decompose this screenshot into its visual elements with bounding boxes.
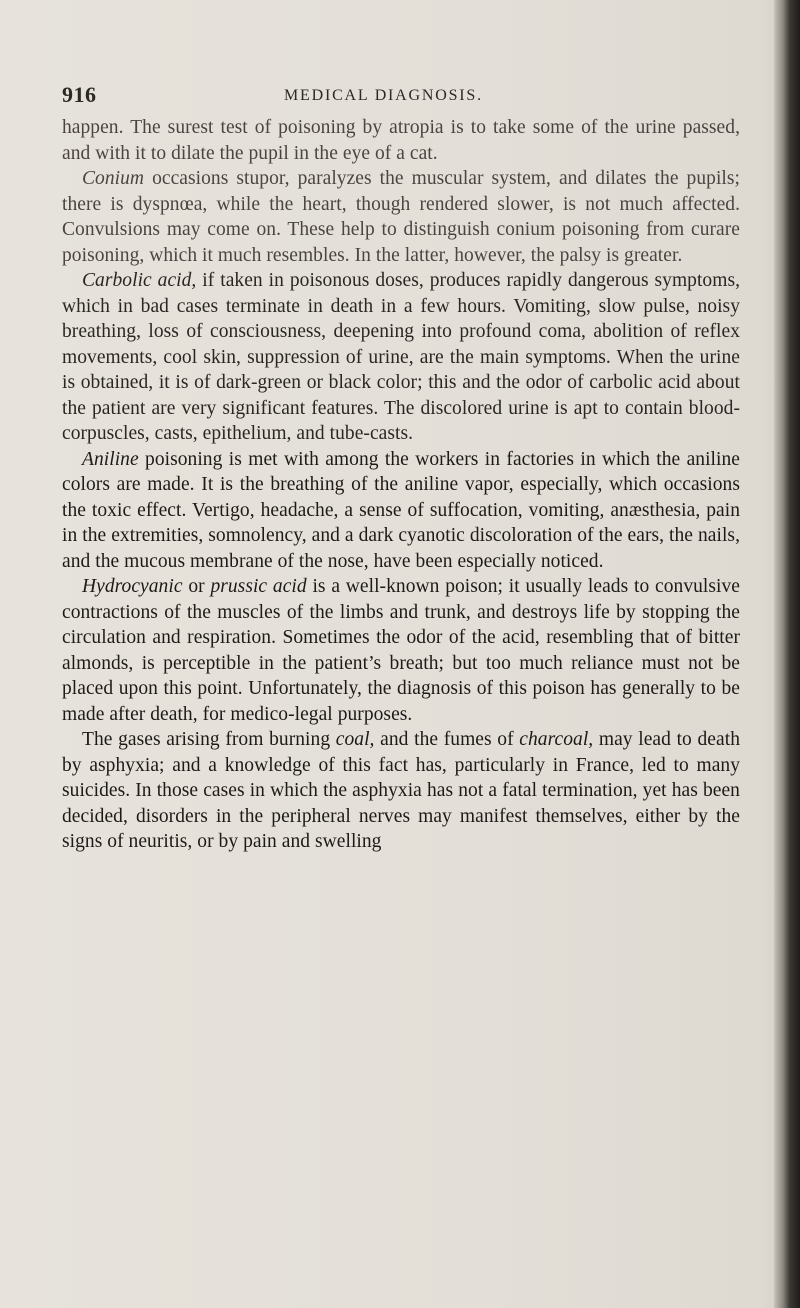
paragraph-text: occasions stupor, paralyzes the muscular system, and dilates the pupils; there is dyspnœa, while the heart, though rendered slower, is not much affected. Convulsions may come on. These help to distinguish conium poisoning from curare poisoning, which it much resembles. In the latter, however, the palsy is greater. [62,168,740,266]
paragraph-coal-charcoal [62,727,740,855]
paragraph-atropia [62,115,740,166]
paragraph-text: poisoning is met with among the workers in factories in which the aniline colors are made. It is the breathing of the aniline vapor, especially, which occasions the toxic effect. Vertigo, headache, a sense of suffocation, vomiting, anæsthesia, pain in the extremities, somnolency, and a dark cyanotic discoloration of the ears, the nails, and the mucous membrane of the nose, have been especially noticed. [62,448,740,572]
paragraph-conium [62,166,740,268]
paragraph-aniline [62,447,740,575]
paragraph-lead: The gases arising from burning [82,729,336,750]
page-number: 916 [62,82,97,107]
term-conium: Conium [82,168,145,189]
paragraph-text: is a well-known poison; it usually leads to convulsive contractions of the muscles of the limbs and trunk, and destroys life by stopping the circulation and respiration. Sometimes the odor of the acid, resembling that of bitter almonds, is perceptible in the patient’s breath; but too much reliance must not be placed upon this point. Unfortunately, the diagnosis of this poison has generally to be made after death, for medico-legal purposes. [62,576,740,725]
term-hydrocyanic: Hydrocyanic [82,576,183,597]
paragraph-connector: or [182,576,211,597]
page-header [62,82,740,108]
paragraph-hydrocyanic [62,574,740,727]
term-coal: coal, [335,729,375,750]
book-binding-edge [774,0,800,1308]
term-aniline: Aniline [82,448,139,470]
running-head: MEDICAL DIAGNOSIS. [284,87,483,104]
term-charcoal: charcoal, [519,729,594,750]
term-carbolic-acid: Carbolic acid, [82,270,197,291]
term-prussic-acid: prussic acid [210,576,307,597]
paragraph-carbolic-acid [62,268,740,447]
paragraph-text: if taken in poisonous doses, produces rapidly dangerous symptoms, which in bad cases terminate in death in a few hours. Vomiting, slow pulse, noisy breathing, loss of consciousness, deepening into profound coma, abolition of reflex movements, cool skin, suppression of urine, are the main symptoms. When the urine is obtained, it is of dark-green or black color; this and the odor of carbolic acid about the patient are very significant features. The discolored urine is apt to contain blood-corpuscles, casts, epithelium, and tube-casts. [62,270,741,444]
paragraph-text: may lead to death by asphyxia; and a knowledge of this fact has, particularly in France, led to many suicides. In those cases in which the asphyxia has not a fatal termination, yet has been decided, disorders in the peripheral nerves may manifest themselves, either by the signs of neuritis, or by pain and swelling [62,729,740,852]
paragraph-text: happen. The surest test of poisoning by atropia is to take some of the urine passed, and with it to dilate the pupil in the eye of a cat. [62,117,740,164]
body-text [62,115,740,855]
paragraph-connector: and the fumes of [374,729,520,750]
